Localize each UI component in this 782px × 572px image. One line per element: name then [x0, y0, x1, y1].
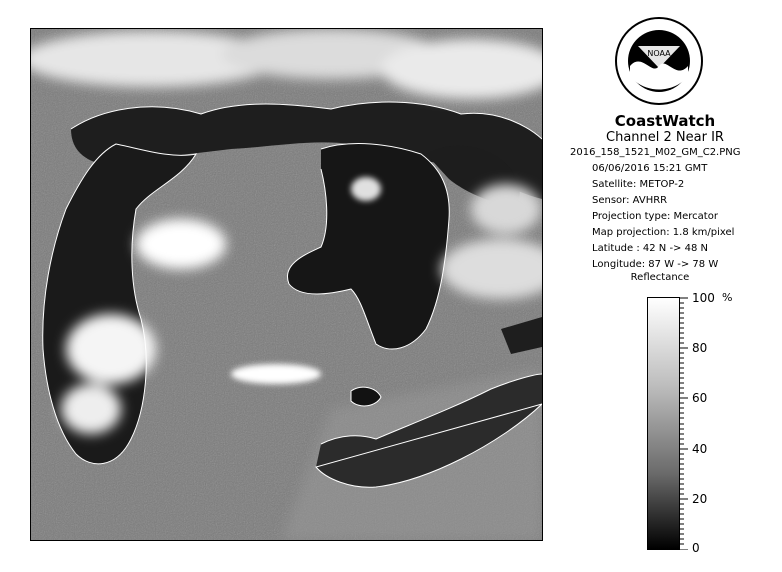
noaa-logo [614, 16, 704, 106]
logo-center-text: NOAA [647, 49, 671, 58]
projection-type-label: Projection type: Mercator [592, 211, 718, 222]
channel-subtitle: Channel 2 Near IR [606, 130, 724, 145]
scale-label-20: 20 [692, 492, 708, 506]
reflectance-colorbar [647, 297, 680, 550]
satellite-image [30, 28, 543, 541]
scale-label-80: 80 [692, 341, 708, 355]
latitude-label: Latitude : 42 N -> 48 N [592, 243, 708, 254]
longitude-label: Longitude: 87 W -> 78 W [592, 259, 719, 270]
scale-label-60: 60 [692, 391, 708, 405]
scale-label-100: 100 [692, 291, 715, 305]
cloud-patch [351, 177, 381, 201]
scale-unit: % [722, 291, 733, 304]
satellite-label: Satellite: METOP-2 [592, 179, 685, 190]
scale-label-0: 0 [692, 541, 700, 555]
great-lakes-map [31, 29, 542, 540]
app-title: CoastWatch [614, 112, 716, 130]
cloud-streak [231, 364, 321, 384]
date-time: 06/06/2016 15:21 GMT [592, 163, 708, 174]
scale-label-40: 40 [692, 442, 708, 456]
map-projection-label: Map projection: 1.8 km/pixel [592, 227, 735, 238]
sensor-label: Sensor: AVHRR [592, 195, 668, 206]
file-name: 2016_158_1521_M02_GM_C2.PNG [570, 147, 741, 158]
scale-ticks [680, 297, 692, 550]
scale-title: Reflectance [630, 272, 690, 283]
